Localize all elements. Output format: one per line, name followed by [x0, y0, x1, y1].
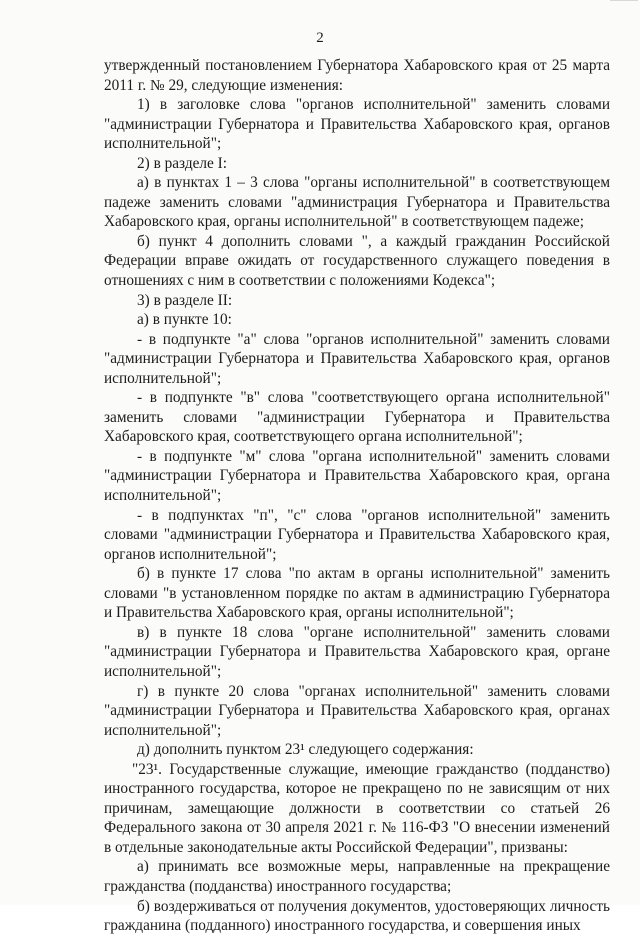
paragraph: б) в пункте 17 слова "по актам в органы исполнительной" заменить словами "в установленном порядке по актам в администрацию Губернатора и Правительства Хабаровского края, органы исполнительной";	[104, 565, 610, 622]
paragraph: - в подпункте "а" слова "органов исполнительной" заменить словами "администрации Губернатора и Правительства Хабаровского края, органов исполнительной";	[104, 330, 610, 387]
paragraph: - в подпунктах "п", "с" слова "органов исполнительной" заменить словами "администрации Губернатора и Правительства Хабаровского края, органов исполнительной";	[104, 506, 610, 563]
paragraph: в) в пункте 18 слова "органе исполнительной" заменить словами "администрации Губернатора и Правительства Хабаровского края, органе исполнительной";	[104, 623, 610, 680]
paragraph: а) в пунктах 1 – 3 слова "органы исполнительной" в соответствующем падеже заменить словами "администрация Губернатора и Правительства Хабаровского края, органы исполнительной" в соответствующем падеже;	[104, 174, 610, 231]
paragraph: 2) в разделе I:	[137, 154, 227, 172]
paragraph: 1) в заголовке слова "органов исполнительной" заменить словами "администрации Губернатора и Правительства Хабаровского края, органов исполнительной";	[104, 96, 610, 153]
paragraph: 3) в разделе II:	[137, 291, 233, 309]
paragraph: г) в пункте 20 слова "органах исполнительной" заменить словами "администрации Губернатора и Правительства Хабаровского края, органах исполнительной";	[104, 682, 610, 739]
paragraph: - в подпункте "в" слова "соответствующего органа исполнительной" заменить словами "администрации Губернатора и Правительства Хабаровского края, соответствующего органа исполнительной";	[104, 389, 610, 446]
paragraph: б) воздерживаться от получения документов, удостоверяющих личность гражданина (подданного) иностранного государства, и совершения иных	[104, 897, 610, 935]
paragraph: утвержденный постановлением Губернатора Хабаровского края от 25 марта 2011 г. № 29, следующие изменения:	[104, 57, 610, 94]
paragraph: а) принимать все возможные меры, направленные на прекращение гражданства (подданства) иностранного государства;	[104, 858, 610, 895]
paragraph: д) дополнить пунктом 23¹ следующего содержания:	[137, 741, 474, 759]
document-body	[104, 56, 610, 936]
paragraph: - в подпункте "м" слова "органа исполнительной" заменить словами "администрации Губернатора и Правительства Хабаровского края, органа исполнительной";	[104, 447, 610, 505]
paragraph: б) пункт 4 дополнить словами ", а каждый гражданин Российской Федерации вправе ожидать от государственного служащего поведения в отношениях с ним в соответствии с положениями Кодекса";	[104, 232, 610, 290]
paragraph: "23¹. Государственные служащие, имеющие гражданство (подданство) иностранного государства, которое не прекращено по не зависящим от них причинам, замещающие должности в соответствии со статьей 26 Федерального закона от 30 апреля 2021 г. № 116-ФЗ "О внесении изменений в отдельные законодательные акты Российской Федерации", призваны:	[104, 760, 610, 856]
paragraph: а) в пункте 10:	[137, 311, 232, 329]
page-number: 2	[316, 30, 324, 46]
scan-corner-mark	[610, 0, 638, 4]
